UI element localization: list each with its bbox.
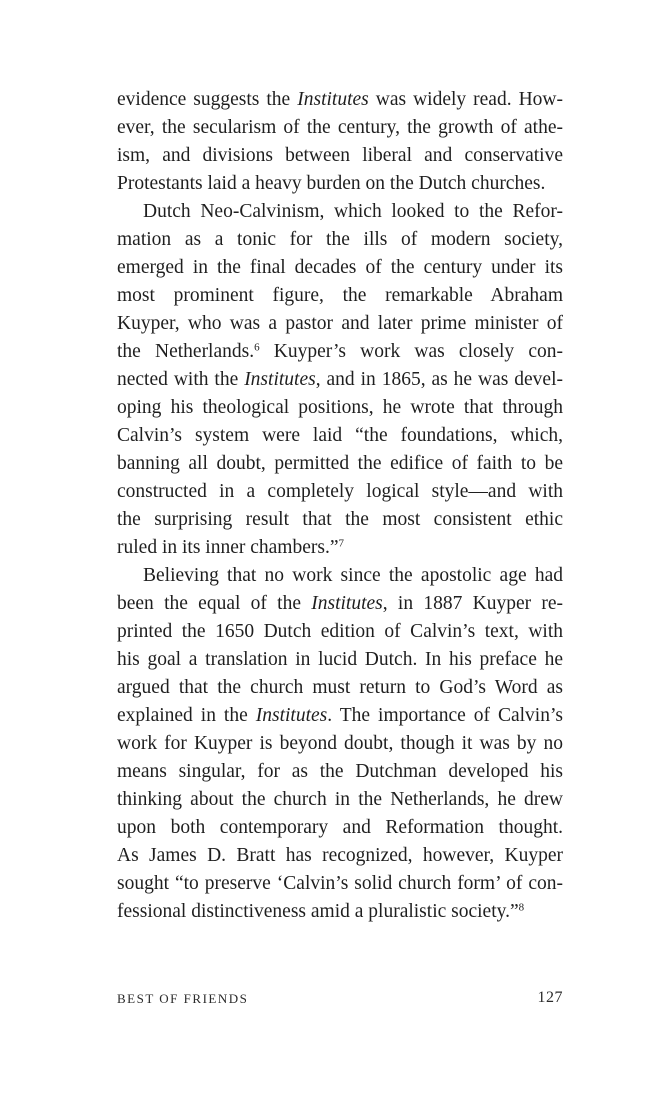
- text-line: Kuyper, who was a pastor and later prime minister of: [117, 313, 563, 334]
- text-line: printed the 1650 Dutch edition of Calvin’s text, with: [117, 621, 563, 642]
- text-line: fessional distinctiveness amid a pluralistic society.”$^8$: [117, 901, 525, 922]
- page-body: [117, 86, 563, 926]
- text-line: ever, the secularism of the century, the growth of athe-: [117, 117, 563, 138]
- text-line: nected with the Institutes, and in 1865, as he was devel-: [117, 369, 563, 390]
- text-line: sought “to preserve ‘Calvin’s solid church form’ of con-: [117, 873, 563, 894]
- text-line: As James D. Bratt has recognized, however, Kuyper: [117, 845, 563, 866]
- text-line: Calvin’s system were laid “the foundations, which,: [117, 425, 563, 446]
- text-line: thinking about the church in the Netherlands, he drew: [117, 789, 563, 810]
- text-line: argued that the church must return to God’s Word as: [117, 677, 563, 698]
- text-line: emerged in the final decades of the century under its: [117, 257, 563, 278]
- text-line: banning all doubt, permitted the edifice of faith to be: [117, 453, 563, 474]
- text-line: upon both contemporary and Reformation thought.: [117, 817, 563, 838]
- running-head: BEST OF FRIENDS: [117, 991, 249, 1006]
- text-line: his goal a translation in lucid Dutch. In his preface he: [117, 649, 563, 670]
- text-line: Believing that no work since the apostolic age had: [143, 565, 563, 586]
- text-line: most prominent figure, the remarkable Abraham: [117, 285, 563, 306]
- footnote-ref: 6: [254, 341, 260, 354]
- footnote-ref: 8: [518, 901, 525, 914]
- text-line: been the equal of the Institutes, in 1887 Kuyper re-: [117, 593, 563, 614]
- text-line: the Netherlands.$^6$ Kuyper’s work was closely con-: [117, 341, 563, 362]
- text-line: explained in the Institutes. The importance of Calvin’s: [117, 705, 563, 726]
- text-line: evidence suggests the Institutes was widely read. How-: [117, 89, 563, 110]
- text-line: constructed in a completely logical style—and with: [117, 481, 563, 502]
- text-line: Protestants laid a heavy burden on the Dutch churches.: [117, 173, 546, 194]
- text-line: the surprising result that the most consistent ethic: [117, 509, 563, 530]
- text-line: work for Kuyper is beyond doubt, though it was by no: [117, 733, 563, 754]
- text-line: oping his theological positions, he wrote that through: [117, 397, 563, 418]
- text-line: means singular, for as the Dutchman developed his: [117, 761, 563, 782]
- page-number: 127: [537, 989, 563, 1006]
- text-line: Dutch Neo-Calvinism, which looked to the Refor-: [143, 201, 563, 222]
- footnote-ref: 7: [338, 537, 344, 550]
- text-line: mation as a tonic for the ills of modern society,: [117, 229, 563, 250]
- text-line: ism, and divisions between liberal and conservative: [117, 145, 563, 166]
- text-line: ruled in its inner chambers.”$^7$: [117, 537, 344, 558]
